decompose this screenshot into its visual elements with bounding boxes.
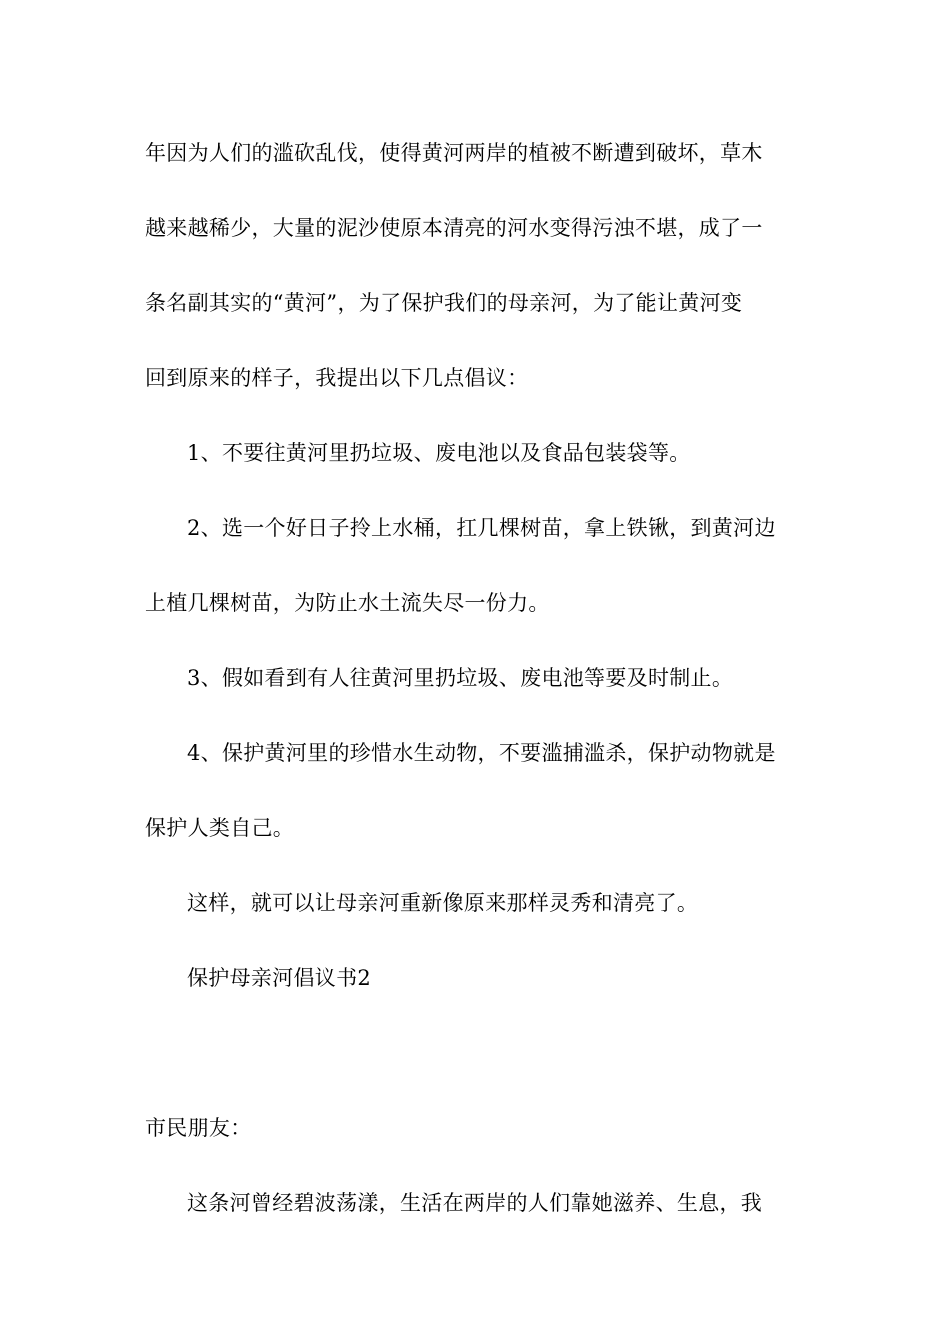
section-title: 保护母亲河倡议书2 [187,966,372,990]
list-item-4-continued: 保护人类自己。 [145,816,295,840]
list-item-4: 4、保护黄河里的珍惜水生动物，不要滥捕滥杀，保护动物就是 [187,741,776,765]
paragraph-line: 条名副其实的“黄河”，为了保护我们的母亲河，为了能让黄河变 [145,291,743,315]
paragraph-line: 回到原来的样子，我提出以下几点倡议： [145,366,529,390]
salutation: 市民朋友： [145,1116,252,1140]
list-item-2: 2、选一个好日子拎上水桶，扛几棵树苗，拿上铁锹，到黄河边 [187,516,776,540]
closing-paragraph: 这样，就可以让母亲河重新像原来那样灵秀和清亮了。 [187,891,699,915]
list-item-1: 1、不要往黄河里扔垃圾、废电池以及食品包装袋等。 [187,441,691,465]
list-item-3: 3、假如看到有人往黄河里扔垃圾、废电池等要及时制止。 [187,666,734,690]
paragraph-line: 年因为人们的滥砍乱伐，使得黄河两岸的植被不断遭到破坏，草木 [145,141,763,165]
paragraph-line: 越来越稀少，大量的泥沙使原本清亮的河水变得污浊不堪，成了一 [145,216,763,240]
list-item-2-continued: 上植几棵树苗，为防止水土流失尽一份力。 [145,591,550,615]
paragraph-line: 这条河曾经碧波荡漾，生活在两岸的人们靠她滋养、生息，我 [187,1191,763,1215]
